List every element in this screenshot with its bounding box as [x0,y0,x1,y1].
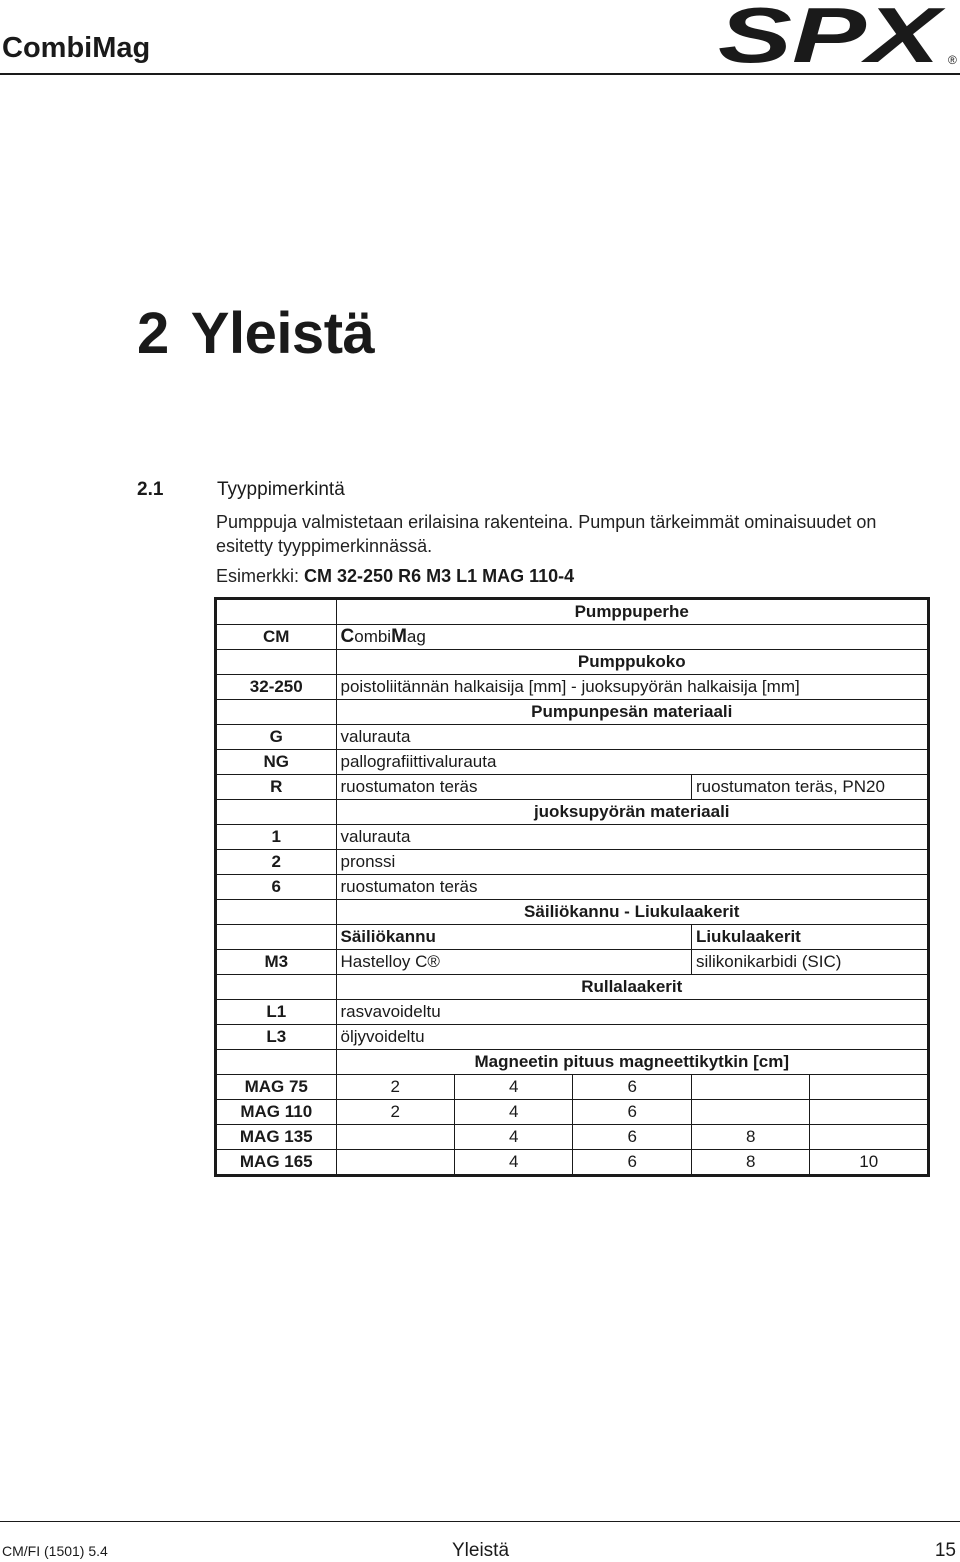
table-row [216,1100,929,1125]
table-row [216,1075,929,1100]
code-cell: MAG 110 [216,1100,337,1125]
table-row [216,1025,929,1050]
type-code-table [214,597,930,1177]
table-row [216,625,929,650]
desc-cell-extra: silikonikarbidi (SIC) [691,950,928,975]
page-number: 15 [934,1540,956,1561]
header-rule [0,73,960,75]
code-cell: MAG 135 [216,1125,337,1150]
footer-rule [0,1521,960,1522]
table-row [216,775,929,800]
section-pumppuperhe: Pumppuperhe [336,599,929,625]
section-can: Säiliökannu - Liukulaakerit [336,900,929,925]
code-cell: MAG 165 [216,1150,337,1176]
table-row [216,1000,929,1025]
chapter-heading [137,300,374,367]
value-cell [691,1075,809,1100]
table-row [216,875,929,900]
code-cell: 2 [216,850,337,875]
value-cell [336,1150,454,1176]
footer-chapter: Yleistä [452,1540,510,1561]
value-cell: 6 [573,1125,691,1150]
code-cell: MAG 75 [216,1075,337,1100]
chapter-number: 2 [137,301,169,366]
desc-cell-extra: ruostumaton teräs, PN20 [691,775,928,800]
value-cell: 10 [810,1150,929,1176]
value-cell [691,1100,809,1125]
code-cell: 6 [216,875,337,900]
intro-paragraph: Pumppuja valmistetaan erilaisina rakenteina. Pumpun tärkeimmät ominaisuudet on esitetty tyyppimerkinnässä. [216,512,877,556]
value-cell [810,1125,929,1150]
table-row [216,975,929,1000]
desc-cell: rasvavoideltu [336,1000,929,1025]
section-pumppukoko: Pumppukoko [336,650,929,675]
section-heading [137,479,345,501]
registered-mark: ® [948,53,957,67]
value-cell: 4 [454,1150,572,1176]
code-cell: 32-250 [216,675,337,700]
code-cell: CM [216,625,337,650]
table-row [216,750,929,775]
section-magnet: Magneetin pituus magneettikytkin [cm] [336,1050,929,1075]
value-cell: 8 [691,1125,809,1150]
section-impeller: juoksupyörän materiaali [336,800,929,825]
table-row [216,825,929,850]
table-row [216,925,929,950]
value-cell: 6 [573,1150,691,1176]
desc-cell: poistoliitännän halkaisija [mm] - juoksupyörän halkaisija [mm] [336,675,929,700]
table-row [216,850,929,875]
section-title: Tyyppimerkintä [217,479,345,500]
code-cell: NG [216,750,337,775]
value-cell: 8 [691,1150,809,1176]
footer-doc-code: CM/FI (1501) 5.4 [2,1543,108,1559]
value-cell [810,1100,929,1125]
desc-cell: pronssi [336,850,929,875]
table-row [216,1125,929,1150]
desc-cell: valurauta [336,825,929,850]
value-cell: 4 [454,1100,572,1125]
value-cell: 4 [454,1075,572,1100]
table-row [216,675,929,700]
table-row [216,950,929,975]
code-cell: M3 [216,950,337,975]
value-cell: 4 [454,1125,572,1150]
code-cell: G [216,725,337,750]
desc-cell: pallografiittivalurauta [336,750,929,775]
example-code: CM 32-250 R6 M3 L1 MAG 110-4 [304,566,575,586]
value-cell: 2 [336,1100,454,1125]
table-row [216,599,929,625]
desc-cell: ruostumaton teräs [336,775,691,800]
table-row [216,800,929,825]
table-row [216,700,929,725]
chapter-title: Yleistä [190,301,375,366]
code-cell: L1 [216,1000,337,1025]
value-cell: 6 [573,1100,691,1125]
section-housing: Pumpunpesän materiaali [336,700,929,725]
value-cell [810,1075,929,1100]
code-cell: 1 [216,825,337,850]
desc-cell: CombiMag [336,625,929,650]
example-label: Esimerkki: [216,566,300,586]
section-roller: Rullalaakerit [336,975,929,1000]
logo-text: SPX [718,0,946,72]
value-cell: 2 [336,1075,454,1100]
code-cell: L3 [216,1025,337,1050]
section-number: 2.1 [137,479,164,500]
table-row [216,650,929,675]
value-cell [336,1125,454,1150]
subhead-can: Säiliökannu [336,925,691,950]
document-title: CombiMag [2,32,151,64]
desc-cell: ruostumaton teräs [336,875,929,900]
table-row [216,900,929,925]
desc-cell: Hastelloy C® [336,950,691,975]
table-row [216,725,929,750]
subhead-bearings: Liukulaakerit [691,925,928,950]
value-cell: 6 [573,1075,691,1100]
desc-cell: öljyvoideltu [336,1025,929,1050]
example-line [216,566,574,587]
table-row [216,1050,929,1075]
spx-logo [712,0,960,72]
table-row [216,1150,929,1176]
desc-cell: valurauta [336,725,929,750]
code-cell: R [216,775,337,800]
